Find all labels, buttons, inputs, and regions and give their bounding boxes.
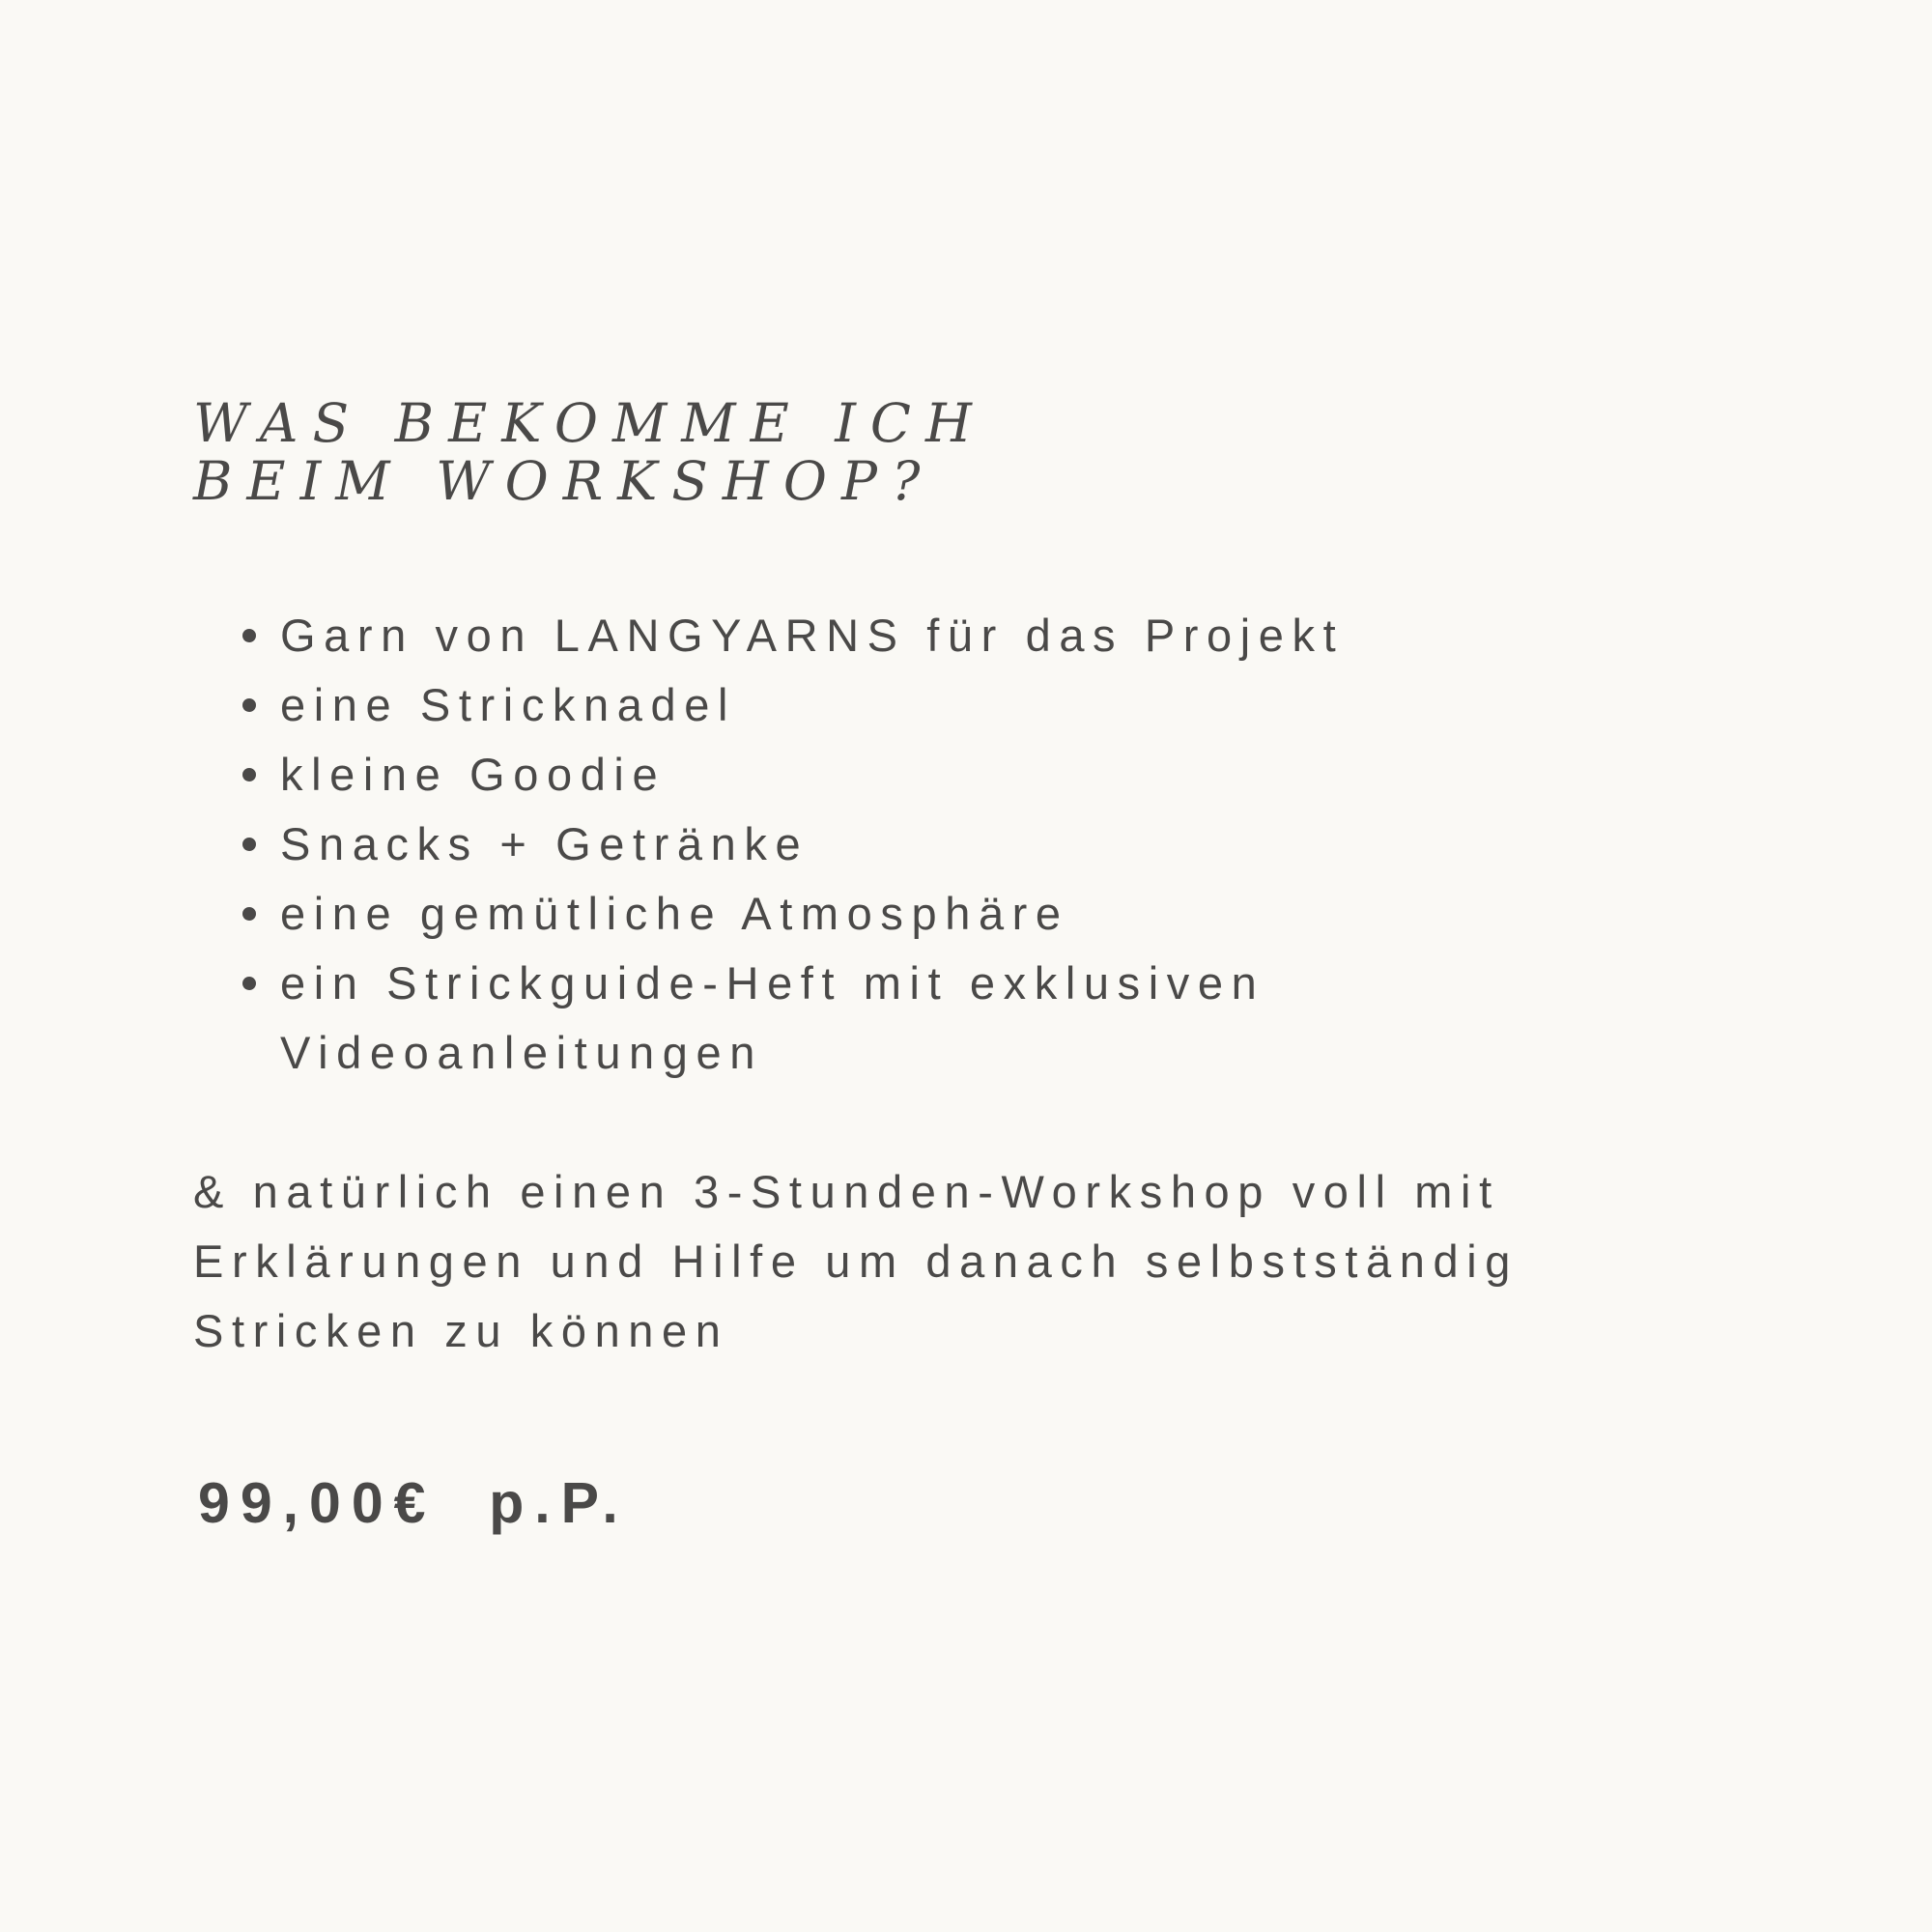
workshop-description: & natürlich einen 3-Stunden-Workshop voll mit Erklärungen und Hilfe um danach selbstständig Stricken zu können xyxy=(193,1166,1519,1356)
heading-line-2: BEIM WORKSHOP? xyxy=(193,450,935,512)
list-item xyxy=(232,810,1391,879)
included-items-list xyxy=(232,601,1391,1088)
list-item xyxy=(232,949,1391,1088)
list-item xyxy=(232,740,1391,810)
bullet-icon xyxy=(242,838,256,851)
workshop-heading xyxy=(193,394,986,510)
list-item-text: ein Strickguide-Heft mit exklusiven Videoanleitungen xyxy=(280,957,1265,1078)
price-label: 99,00€ p.P. xyxy=(198,1471,629,1535)
heading-line-1: WAS BEKOMME ICH xyxy=(193,392,986,454)
bullet-icon xyxy=(242,977,256,990)
list-item-text: eine Stricknadel xyxy=(280,679,737,730)
list-item-text: Snacks + Getränke xyxy=(280,818,810,869)
list-item-text: Garn von LANGYARNS für das Projekt xyxy=(280,610,1345,661)
bullet-icon xyxy=(242,768,256,781)
bullet-icon xyxy=(242,698,256,712)
list-item-text: kleine Goodie xyxy=(280,749,667,800)
bullet-icon xyxy=(242,629,256,642)
bullet-icon xyxy=(242,907,256,921)
list-item xyxy=(232,670,1391,740)
list-item xyxy=(232,879,1391,949)
list-item xyxy=(232,601,1391,670)
list-item-text: eine gemütliche Atmosphäre xyxy=(280,888,1069,939)
